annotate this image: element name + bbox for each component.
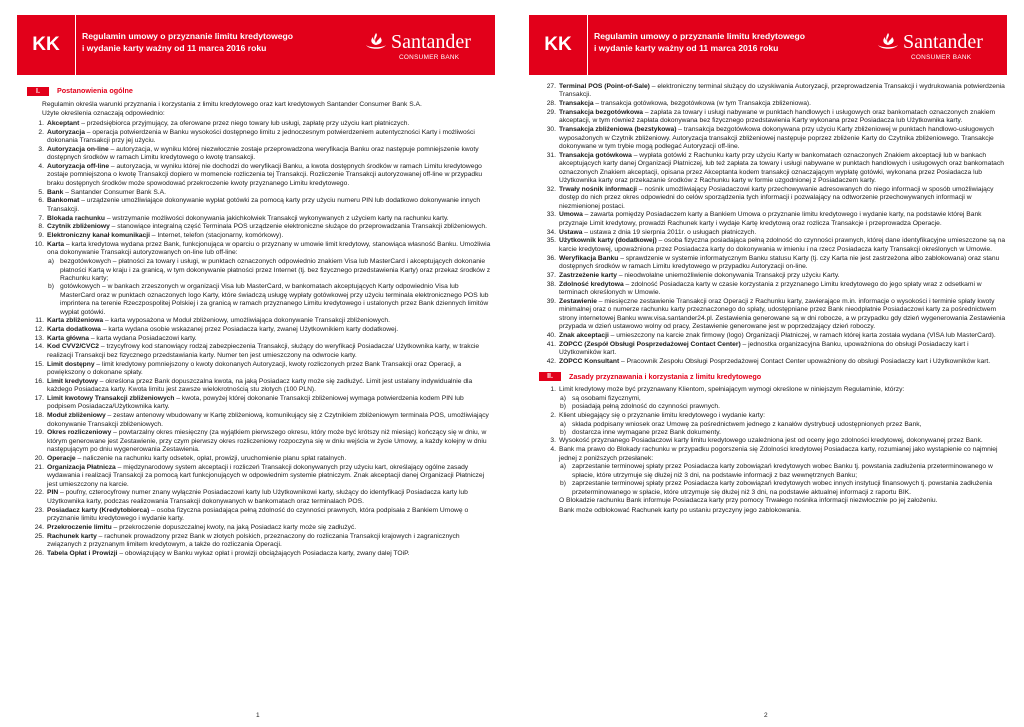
definition-item <box>542 255 1006 272</box>
definition-item <box>30 223 494 231</box>
definition-item <box>30 232 494 240</box>
definition-text: – autoryzacja, w wyniku której niezwłocznie zostaje przeprowadzona weryfikacja Banku oraz następuje pomniejszenie kwoty dostępnych środków w ramach Limitu kredytowego o kwotę transakcji. <box>47 145 479 162</box>
defined-term: Transakcja bezgotówkowa <box>559 109 643 116</box>
item-number: 28. <box>546 100 556 108</box>
definition-item <box>30 429 494 454</box>
definition-text: – zestaw antenowy wbudowany w Kartę zbliżeniową, komunikujący się z Czytnikiem zbliżeniowym terminala POS, umożliwiający dokonywanie Transakcji zbliżeniowych. <box>47 412 489 428</box>
item-number: 19. <box>34 429 44 437</box>
item-text <box>559 341 1006 358</box>
page-header <box>17 15 495 75</box>
definition-item <box>30 335 494 343</box>
definition-text: – przedsiębiorca przyjmujący, za oferowane przez niego towary lub usługi, zapłatę przy użyciu kart płatniczych. <box>79 119 410 127</box>
item-text <box>47 335 494 343</box>
definition-item <box>30 507 494 524</box>
defined-term: Karta zbliżeniowa <box>47 317 104 325</box>
definition-text: – trzycyfrowy kod stanowiący rodzaj zabezpieczenia Transakcji, służący do weryfikacji Posiadacza/ Użytkownika karty, w trakcie realizacji Transakcji bez fizycznego przedstawiania karty. Numer ten jest umieszczony na odwrocie karty. <box>47 343 480 359</box>
defined-term: Limit kredytowy <box>47 377 98 385</box>
definition-item <box>542 332 1006 340</box>
definition-text: – Internet, telefon (stacjonarny, komórkowy). <box>149 232 284 240</box>
definition-text: – urządzenie umożliwiające dokonywanie wypłat gotówki za pomocą karty przy użyciu numeru PIN lub dodatkowo dokonywanie innych Transakcji. <box>47 197 481 213</box>
definition-item <box>30 378 494 395</box>
section-number: II. <box>539 372 561 381</box>
intro-paragraph: Regulamin określa warunki przyznania i korzystania z limitu kredytowego oraz kart kredytowych Santander Consumer Bank S.A. <box>42 101 422 108</box>
item-text <box>47 146 494 163</box>
sub-item <box>48 258 494 283</box>
sub-item-letter: b) <box>560 480 566 488</box>
item-text <box>559 211 1006 228</box>
item-text <box>559 109 1006 126</box>
sub-item-text: są osobami fizycznymi, <box>572 395 641 403</box>
defined-term: Posiadacz karty (Kredytobiorca) <box>47 506 150 514</box>
defined-term: ZOPCC Konsultant <box>559 357 620 365</box>
definition-item <box>30 120 494 128</box>
item-text <box>559 83 1006 100</box>
item-number: 3. <box>38 145 44 153</box>
definition-text: – wypłata gotówki z Rachunku karty przy użyciu Karty w bankomatach oznaczonych Znakiem akceptacji lub w bankach akceptujących karty danej Organizacji Płatniczej, lub też zapłata za towary i usługi nabywane w punktach handlowych i usługowych oraz bankomatach oznaczonych Znakiem akceptacji, opisana przez Akceptanta kodem transakcji oznaczającym wypłatę gotówki, wykonana przez Posiadacza lub Użytkownika karty oraz przekazanie środków z Rachunku karty w formie uzgodnionej z Posiadaczem karty. <box>559 151 1004 185</box>
item-text <box>47 326 494 334</box>
defined-term: Autoryzacja on-line <box>47 145 109 153</box>
item-number: 34. <box>546 228 556 236</box>
defined-term: Ustawa <box>559 228 583 236</box>
definition-item <box>542 100 1006 108</box>
sub-item-letter: a) <box>48 258 54 266</box>
definition-item <box>542 437 1006 445</box>
sub-item <box>560 421 1006 429</box>
definition-item <box>542 272 1006 280</box>
definition-text: – poufny, czterocyfrowy numer znany wyłącznie Posiadaczowi karty lub Użytkownikowi karty, służący do identyfikacji Posiadacza karty lub Użytkownika karty, podczas realizowania Transakcji dokonywanych w bankomatach oraz terminalach POS. <box>47 489 468 505</box>
sub-item-text: składa podpisany wniosek oraz Umowę za pośrednictwem jednego z kanałów dystrybucji udostępnionych przez Bank, <box>572 420 922 428</box>
item-text <box>47 507 494 524</box>
definition-text: – jednostka organizacyjna Banku, upoważniona do obsługi Posiadaczy kart i Użytkowników kart. <box>559 340 969 357</box>
santander-logo <box>877 29 995 65</box>
brand-name: Santander <box>903 31 983 53</box>
defined-term: Tabela Opłat i Prowizji <box>47 549 118 557</box>
title-line-2: i wydanie karty ważny od 11 marca 2016 roku <box>594 43 779 53</box>
sub-item-text: dostarcza inne wymagane przez Bank dokumenty. <box>572 429 721 437</box>
definition-item <box>30 163 494 188</box>
section-title: Postanowienia ogólne <box>57 86 133 96</box>
item-number: 30. <box>546 126 556 134</box>
item-text <box>47 429 494 454</box>
definition-item <box>542 109 1006 126</box>
item-number: 17. <box>34 395 44 403</box>
item-number: 37. <box>546 271 556 279</box>
item-number: 20. <box>34 455 44 463</box>
definition-text: – sprawdzenie w systemie informatycznym Banku statusu Karty (tj. czy Karta nie jest zastrzeżona albo zablokowana) oraz stanu dostępnych środków w ramach Limitu kredytowego w przypadku Autoryzacji on-line. <box>559 254 1000 271</box>
definition-item <box>30 343 494 360</box>
defined-term: Autoryzacja <box>47 128 85 136</box>
item-text <box>47 455 494 463</box>
item-text <box>47 533 494 550</box>
item-text <box>47 223 494 231</box>
page-header <box>529 15 1007 75</box>
definition-text: – karta kredytowa wydana przez Bank, funkcjonująca w oparciu o przyznany w umowie limit kredytowy, stanowiąca własność Banku. Umożliwia ona dokonywanie Transakcji autoryzowanych on-line lub off-line: <box>47 241 491 257</box>
definition-item <box>542 341 1006 358</box>
definition-text: – autoryzacja, w wyniku której nie dochodzi do weryfikacji Banku, a kwota dostępnych środków w ramach Limitu kredytowego zostaje pomniejszona o kwotę Transakcji dopiero w momencie rozliczenia tej Transakcji. Rozliczenie Transakcji autoryzowanej off-line w przypadku braku dostępnych środków może spowodować przekroczenie kwoty przyznanego Limitu kredytowego. <box>47 163 483 187</box>
page-2-content <box>542 83 1006 516</box>
definition-item <box>30 550 494 558</box>
item-number: 6. <box>38 197 44 205</box>
item-text <box>559 332 1006 340</box>
santander-flame-icon <box>877 32 899 52</box>
item-number: 27. <box>546 83 556 90</box>
sub-item-text: zaprzestanie terminowej spłaty przez Posiadacza karty zobowiązań kredytowych wobec Banku tj. powstania zadłużenia przeterminowanego w spłacie, które utrzymuje się dłużej niż 3 dni, na podstawie informacji z baz wewnętrznych Banku; <box>572 463 993 479</box>
sub-item-letter: b) <box>560 429 566 437</box>
defined-term: Kod CVV2/CVC2 <box>47 343 100 351</box>
defined-term: Zestawienie <box>559 297 597 305</box>
sub-item <box>560 403 1006 411</box>
item-text <box>559 229 1006 237</box>
closing-paragraph: Bank może odblokować Rachunek karty po ustaniu przyczyny jego zablokowania. <box>559 506 801 514</box>
definition-text: – kwota, powyżej której dokonanie Transakcji zbliżeniowej wymaga potwierdzenia kodem PIN lub podpisem Posiadacza/Użytkownika karty. <box>47 395 464 411</box>
defined-term: Limit dostępny <box>47 360 95 368</box>
defined-term: Umowa <box>559 211 583 219</box>
definitions-list <box>30 120 494 258</box>
item-number: 31. <box>546 151 556 159</box>
item-number: 15. <box>34 360 44 368</box>
santander-logo <box>365 29 483 65</box>
item-number: 18. <box>34 412 44 420</box>
definition-item <box>542 229 1006 237</box>
definition-item <box>542 446 1006 463</box>
definition-text: Klient ubiegający się o przyznanie limitu kredytowego i wydanie karty: <box>559 411 765 419</box>
item-text <box>47 163 494 188</box>
definition-item <box>542 358 1006 366</box>
item-text <box>47 489 494 506</box>
sub-item <box>560 395 1006 403</box>
section-2-list <box>542 386 1006 515</box>
item-text <box>559 386 1006 394</box>
defined-term: Bankomat <box>47 197 80 205</box>
definition-text: Limit kredytowy może być przyznawany Klientom, spełniającym wymogi określone w niniejszym Regulaminie, którzy: <box>559 386 905 394</box>
defined-term: Weryfikacja Banku <box>559 254 619 262</box>
definition-item <box>30 455 494 463</box>
item-number: 2. <box>38 128 44 136</box>
item-text <box>47 343 494 360</box>
definition-item <box>30 197 494 214</box>
item-number: 24. <box>34 523 44 531</box>
definition-item <box>30 129 494 146</box>
defined-term: Operacje <box>47 455 76 463</box>
item-number: 35. <box>546 237 556 245</box>
section-number: I. <box>27 87 49 96</box>
item-text <box>559 126 1006 151</box>
defined-term: Bank <box>47 188 64 196</box>
definition-item <box>30 215 494 223</box>
definition-text: – nośnik umożliwiający Posiadaczowi karty przechowywanie adresowanych do niego informacji w sposób umożliwiający dostęp do nich przez okres odpowiedni do celów sporządzenia tych informacji i pozwalający na odtworzenie przechowywanych informacji w niezmienionej postaci. <box>559 185 994 210</box>
item-text <box>47 215 494 223</box>
item-number: 11. <box>35 317 44 325</box>
brand-name: Santander <box>391 31 471 53</box>
item-text <box>559 272 1006 280</box>
item-text <box>47 550 494 558</box>
item-text <box>559 281 1006 298</box>
page-1-content <box>30 83 494 559</box>
sub-item <box>48 283 494 317</box>
document-title <box>82 30 293 54</box>
defined-term: Transakcja zbliżeniowa (bezstykowa) <box>559 126 677 134</box>
closing-paragraph: O Blokadzie rachunku Bank informuje Posiadacza karty przy pomocy Trwałego nośnika informacji niezwłocznie po jej założeniu. <box>559 497 938 505</box>
definition-text: – nieodwołalne uniemożliwienie dokonywania Transakcji przy użyciu Karty. <box>617 271 840 279</box>
item-number: 22. <box>34 489 44 497</box>
definition-text: – transakcja bezgotówkowa dokonywana przy użyciu Karty zbliżeniowej w punktach handlowo-usługowych wyposażonych w Czytnik zbliżeniowy. Autoryzacja transakcji zbliżeniowej następuje poprzez zbliżenie Karty do Czytnika zbliżeniowego. Transakcje dokonywane w tym trybie mogą podlegać Autoryzacji off-line. <box>559 126 994 151</box>
item-number: 29. <box>546 109 556 116</box>
item-number: 39. <box>546 297 556 305</box>
definition-item <box>30 146 494 163</box>
definition-text: – osoba fizyczna posiadająca pełną zdolność do czynności prawnych, której dane identyfikacyjne umieszczone są na karcie kredytowej, upoważniona przez Posiadacza karty do dokonywania w imieniu i na rzecz Posiadacza karty Transakcji określonych w Umowie. <box>559 237 1006 253</box>
page-2 <box>512 0 1024 727</box>
sub-item-letter: a) <box>560 395 566 403</box>
item-number: 42. <box>546 357 556 365</box>
definition-text: – karta wydana osobie wskazanej przez Posiadacza karty, zwanej Użytkownikiem karty dodatkowej. <box>100 325 399 333</box>
item-number: 1. <box>550 386 556 394</box>
definition-item <box>30 533 494 550</box>
definition-text: Bank ma prawo do Blokady rachunku w przypadku pogorszenia się Zdolności kredytowej Posiadacza karty, rozumianej jako wystąpienie co najmniej jednej z poniższych przesłanek: <box>559 446 998 462</box>
defined-term: Moduł zbliżeniowy <box>47 412 106 420</box>
item-text <box>47 317 494 325</box>
defined-term: Okres rozliczeniowy <box>47 429 112 437</box>
defined-term: Autoryzacja off-line <box>47 163 110 171</box>
sub-item-text: posiadają pełną zdolność do czynności prawnych. <box>572 403 720 411</box>
definition-text: – elektroniczny terminal służący do uzyskiwania Autoryzacji, przeprowadzenia Transakcji i wydrukowania potwierdzenia Transakcji. <box>559 83 1005 99</box>
sub-item <box>560 463 1006 480</box>
item-text <box>47 189 494 197</box>
defined-term: ZOPCC (Zespół Obsługi Posprzedażowej Contact Center) <box>559 340 741 348</box>
item-text <box>47 241 494 258</box>
definition-item <box>30 326 494 334</box>
definition-text: – określona przez Bank dopuszczalna kwota, na jaką Posiadacz karty może się zadłużyć. Limit jest ustalany indywidualnie dla każdego Posiadacza karty. Kwota limitu jest zawsze wielokrotnością stu złotych (100 PLN). <box>47 377 473 394</box>
brand-subtitle: CONSUMER BANK <box>399 54 460 61</box>
item-text <box>47 361 494 378</box>
defined-term: Rachunek karty <box>47 532 97 540</box>
item-number: 21. <box>34 463 44 471</box>
item-text <box>47 412 494 429</box>
definition-item <box>542 211 1006 228</box>
sub-item-letter: b) <box>48 283 54 291</box>
definition-item <box>30 317 494 325</box>
item-number: 23. <box>34 506 44 514</box>
definition-item <box>30 189 494 197</box>
definition-item <box>30 524 494 532</box>
item-text <box>47 378 494 395</box>
item-text <box>559 446 1006 463</box>
defined-term: Przekroczenie limitu <box>47 523 112 531</box>
item-text <box>47 197 494 214</box>
defined-term: Karta główna <box>47 334 89 342</box>
definition-item <box>542 83 1006 100</box>
definition-text: – Santander Consumer Bank S.A. <box>63 188 166 196</box>
definition-text: – naliczenie na rachunku karty odsetek, opłat, prowizji, uruchomienie planu spłat ratalnych. <box>75 455 347 463</box>
sub-item <box>560 429 1006 437</box>
brand-subtitle: CONSUMER BANK <box>911 54 972 61</box>
definition-text: – powtarzalny okres miesięczny (za wyjątkiem pierwszego okresu, który może być krótszy niż miesiąc) kończący się w dniu, w którym generowane jest Zestawienie, przy czym pierwszy okres rozliczeniowy rozpoczyna się w dniu wejścia w życie Umowy, a każdy kolejny w dniu następującym po dniu wygenerowania Zestawienia. <box>47 429 487 454</box>
sub-item-text: bezgotówkowych – płatności za towary i usługi, w punktach oznaczonych odpowiednio znakiem Visa lub MasterCard i akceptujących dokonanie płatności Kartą w kraju i za granicą, w tym dokonywanie płatności przez Internet (tj. bez fizycznego przedstawienia Karty) oraz przekaz środków z Rachunku karty; <box>60 258 491 283</box>
defined-term: Znak akceptacji <box>559 331 609 339</box>
section-2-heading <box>542 372 1006 381</box>
defined-term: Karta <box>47 241 65 249</box>
item-text <box>47 464 494 489</box>
definition-text: – rachunek prowadzony przez Bank w złotych polskich, przeznaczony do rozliczania Transakcji krajowych i zagranicznych związanych z przyznanym limitem kredytowym, a także do rozliczania Operacji. <box>47 532 460 549</box>
definition-item <box>542 281 1006 298</box>
definition-text: – międzynarodowy system akceptacji i rozliczeń Transakcji dokonywanych przy użyciu kart, określający ogólne zasady wydawania i realizacji Transakcji za pomocą kart funkcjonujących w odpowiednim systemie płatniczym. Znak akceptacji danej Organizacji Płatniczej jest umieszczony na karcie. <box>47 463 485 488</box>
definition-item <box>542 386 1006 394</box>
defined-term: Limit kwotowy Transakcji zbliżeniowych <box>47 395 175 403</box>
sub-item-letter: b) <box>560 403 566 411</box>
definition-text: – ustawa z dnia 19 sierpnia 2011r. o usługach płatniczych. <box>582 228 757 236</box>
item-number: 10. <box>34 241 44 249</box>
definition-text: – zapłata za towary i usługi nabywane w punktach handlowych i usługowych oraz bankomatach oznaczonych znakiem akceptacji, w tym również zapłata dokonywana bez fizycznego przedstawienia Karty wykonana przez Posiadacza lub Użytkownika karty. <box>559 109 996 125</box>
item-number: 40. <box>546 331 556 339</box>
definitions-list-continued <box>30 317 494 558</box>
definitions-list-continued <box>542 83 1006 366</box>
definition-item <box>542 237 1006 254</box>
intro-paragraph-2: Użyte określenia oznaczają odpowiednio: <box>42 110 165 118</box>
defined-term: Zastrzeżenie karty <box>559 271 617 279</box>
sub-item-letter: a) <box>560 463 566 471</box>
definition-text: – karta wydana Posiadaczowi karty. <box>89 334 197 342</box>
item-text <box>47 120 494 128</box>
title-line-2: i wydanie karty ważny od 11 marca 2016 roku <box>82 43 267 53</box>
item-number: 4. <box>550 446 556 454</box>
item-number: 2. <box>550 411 556 419</box>
definition-text: – zawarta pomiędzy Posiadaczem karty a Bankiem Umowa o przyznanie limitu kredytowego i wydanie karty, na podstawie której Bank przyznaje Limit kredytowy, prowadzi Rachunek karty i wydaje Kartę kredytową oraz rozlicza Transakcje i przeprowadza Operacje. <box>559 211 982 227</box>
item-number: 3. <box>550 437 556 445</box>
document-title <box>594 30 805 54</box>
sub-item-text: gotówkowych – w bankach zrzeszonych w organizacji Visa lub MasterCard, w bankomatach akceptujących Karty odpowiednio Visa lub MasterCard oraz w punktach oznaczonych logo Karty, które świadczą usługę wypłaty gotówkowej przy użyciu terminala elektronicznego POS lub imprintera na terenie Rzeczpospolitej Polskiej i za granicą w ramach przyznanego Limitu kredytowego i ustalonych przez Bank dziennych limitów wypłat gotówki. <box>60 283 489 316</box>
definition-text: – przekroczenie dopuszczalnej kwoty, na jaką Posiadacz karty może się zadłużyć. <box>111 523 357 531</box>
item-number: 25. <box>34 532 44 540</box>
title-line-1: Regulamin umowy o przyznanie limitu kredytowego <box>594 31 806 41</box>
page-number: 1 <box>256 712 260 719</box>
defined-term: Transakcja <box>559 100 594 108</box>
definition-text: – osoba fizyczna posiadająca pełną zdolność do czynności prawnych, która podpisała z Bankiem Umowę o przyznanie limitu kredytowego i wydanie karty. <box>47 506 469 523</box>
definition-text: – miesięczne zestawienie Transakcji oraz Operacji z Rachunku karty, zawierające m.in. informacje o wysokości i terminie spłaty kwoty minimalnej oraz o numerze rachunku karty przeznaczonego do spłaty, udostępniane przez Bank nieodpłatnie Posiadaczowi karty za pośrednictwem strony internetowej Banku www.visa.santander24.pl. Zestawienia generowane są w dni robocze, a w przypadku gdy dzień wygenerowania Zestawienia przypada w dzień ustawowo wolny od pracy, Zestawienie generowane jest w poprzedzający dzień roboczy. <box>559 297 1006 331</box>
definition-text: – karta wyposażona w Moduł zbliżeniowy, umożliwiająca dokonywanie Transakcji zbliżeniowych. <box>103 317 390 325</box>
item-number: 14. <box>34 343 44 351</box>
item-text <box>559 100 1006 108</box>
item-text <box>559 298 1006 332</box>
definition-item <box>30 489 494 506</box>
definition-item <box>542 298 1006 332</box>
definition-item <box>542 186 1006 211</box>
item-number: 9. <box>38 232 44 240</box>
kk-label: KK <box>17 15 76 75</box>
definition-item <box>30 395 494 412</box>
item-number: 1. <box>38 119 44 127</box>
defined-term: PIN <box>47 489 59 497</box>
item-text <box>559 152 1006 186</box>
item-text <box>559 358 1006 366</box>
definition-item <box>542 412 1006 420</box>
sub-item <box>560 480 1006 497</box>
title-line-1: Regulamin umowy o przyznanie limitu kredytowego <box>82 31 294 41</box>
defined-term: Transakcja gotówkowa <box>559 151 632 159</box>
item-number: 13. <box>34 334 44 342</box>
item-number: 33. <box>546 211 556 219</box>
definition-text: – operacja potwierdzenia w Banku wysokości dostępnego limitu z jednoczesnym potwierdzeniem autentyczności Karty i możliwości dokonania Transakcji przy jej użyciu. <box>47 128 475 145</box>
definition-item <box>30 412 494 429</box>
definition-text: – wstrzymanie możliwości dokonywania jakichkolwiek Transakcji wykonywanych z użyciem karty na rachunku karty. <box>104 214 449 222</box>
defined-term: Czytnik zbliżeniowy <box>47 223 110 231</box>
defined-term: Elektroniczny kanał komunikacji <box>47 232 150 240</box>
definition-text: – limit kredytowy pomniejszony o kwoty dokonanych Autoryzacji, kwoty rozliczonych przez Bank Transakcji oraz Operacji, a powiększony o dokonane spłaty. <box>47 360 462 377</box>
definition-text: – obowiązujący w Banku wykaz opłat i prowizji obciążających Posiadacza karty, zwany dalej TOiP. <box>117 549 410 557</box>
section-1-heading <box>30 87 494 96</box>
item-text <box>47 129 494 146</box>
card-transaction-types <box>30 258 494 317</box>
definition-text: – stanowiące integralną część Terminala POS urządzenie elektroniczne służące do przeprowadzania Transakcji zbliżeniowych. <box>109 223 487 231</box>
item-number: 32. <box>546 185 556 193</box>
defined-term: Blokada rachunku <box>47 214 105 222</box>
item-number: 26. <box>34 549 44 557</box>
definition-item <box>30 464 494 489</box>
item-text <box>559 237 1006 254</box>
item-number: 38. <box>546 280 556 288</box>
kk-label: KK <box>529 15 588 75</box>
item-number: 41. <box>546 340 556 348</box>
defined-term: Terminal POS (Point-of-Sale) <box>559 83 650 90</box>
sub-item-text: zaprzestanie terminowej spłaty przez Posiadacza karty zobowiązań kredytowych wobec innych instytucji finansowych tj. powstania zadłużenia przeterminowanego w spłacie, które utrzymuje się dłużej niż 3 dni, na podstawie aktualnej informacji z raportu BIK. <box>572 480 993 496</box>
item-text <box>559 255 1006 272</box>
definition-text: – zdolność Posiadacza karty w czasie korzystania z przyznanego Limitu kredytowego do jego spłaty wraz z odsetkami w terminach określonych w Umowie. <box>559 280 982 297</box>
definition-item <box>30 241 494 258</box>
defined-term: Akceptant <box>47 119 80 127</box>
item-text <box>47 232 494 240</box>
item-text <box>559 437 1006 445</box>
item-number: 4. <box>38 163 44 171</box>
definition-text: – Pracownik Zespołu Obsługi Posprzedażowej Contact Center upoważniony do obsługi Posiadaczy kart i Użytkowników kart. <box>619 357 991 365</box>
item-number: 12. <box>34 325 44 333</box>
defined-term: Użytkownik karty (dodatkowej) <box>559 237 657 245</box>
definition-text: – transakcja gotówkowa, bezgotówkowa (w tym Transakcja zbliżeniowa). <box>593 100 812 108</box>
item-text <box>559 186 1006 211</box>
item-number: 8. <box>38 223 44 231</box>
item-number: 5. <box>38 188 44 196</box>
item-number: 7. <box>38 214 44 222</box>
item-number: 36. <box>546 254 556 262</box>
definition-item <box>30 361 494 378</box>
page-number: 2 <box>764 712 768 719</box>
defined-term: Zdolność kredytowa <box>559 280 624 288</box>
section-title: Zasady przyznawania i korzystania z limitu kredytowego <box>569 371 762 381</box>
item-number: 16. <box>34 377 44 385</box>
santander-flame-icon <box>365 32 387 52</box>
definition-text: – umieszczony na karcie znak firmowy (logo) Organizacji Płatniczej, w ramach której karta została wydana (VISA lub MasterCard). <box>608 331 996 339</box>
definition-item <box>542 152 1006 186</box>
item-text <box>559 412 1006 420</box>
sub-item-letter: a) <box>560 420 566 428</box>
defined-term: Karta dodatkowa <box>47 325 101 333</box>
defined-term: Organizacja Płatnicza <box>47 463 116 471</box>
defined-term: Trwały nośnik informacji <box>559 185 638 193</box>
item-text <box>47 524 494 532</box>
item-text <box>47 395 494 412</box>
definition-text: Wysokość przyznanego Posiadaczowi karty limitu kredytowego uzależniona jest od oceny jego zdolności kredytowej, dokonywanej przez Bank. <box>559 437 983 445</box>
definition-item <box>542 126 1006 151</box>
